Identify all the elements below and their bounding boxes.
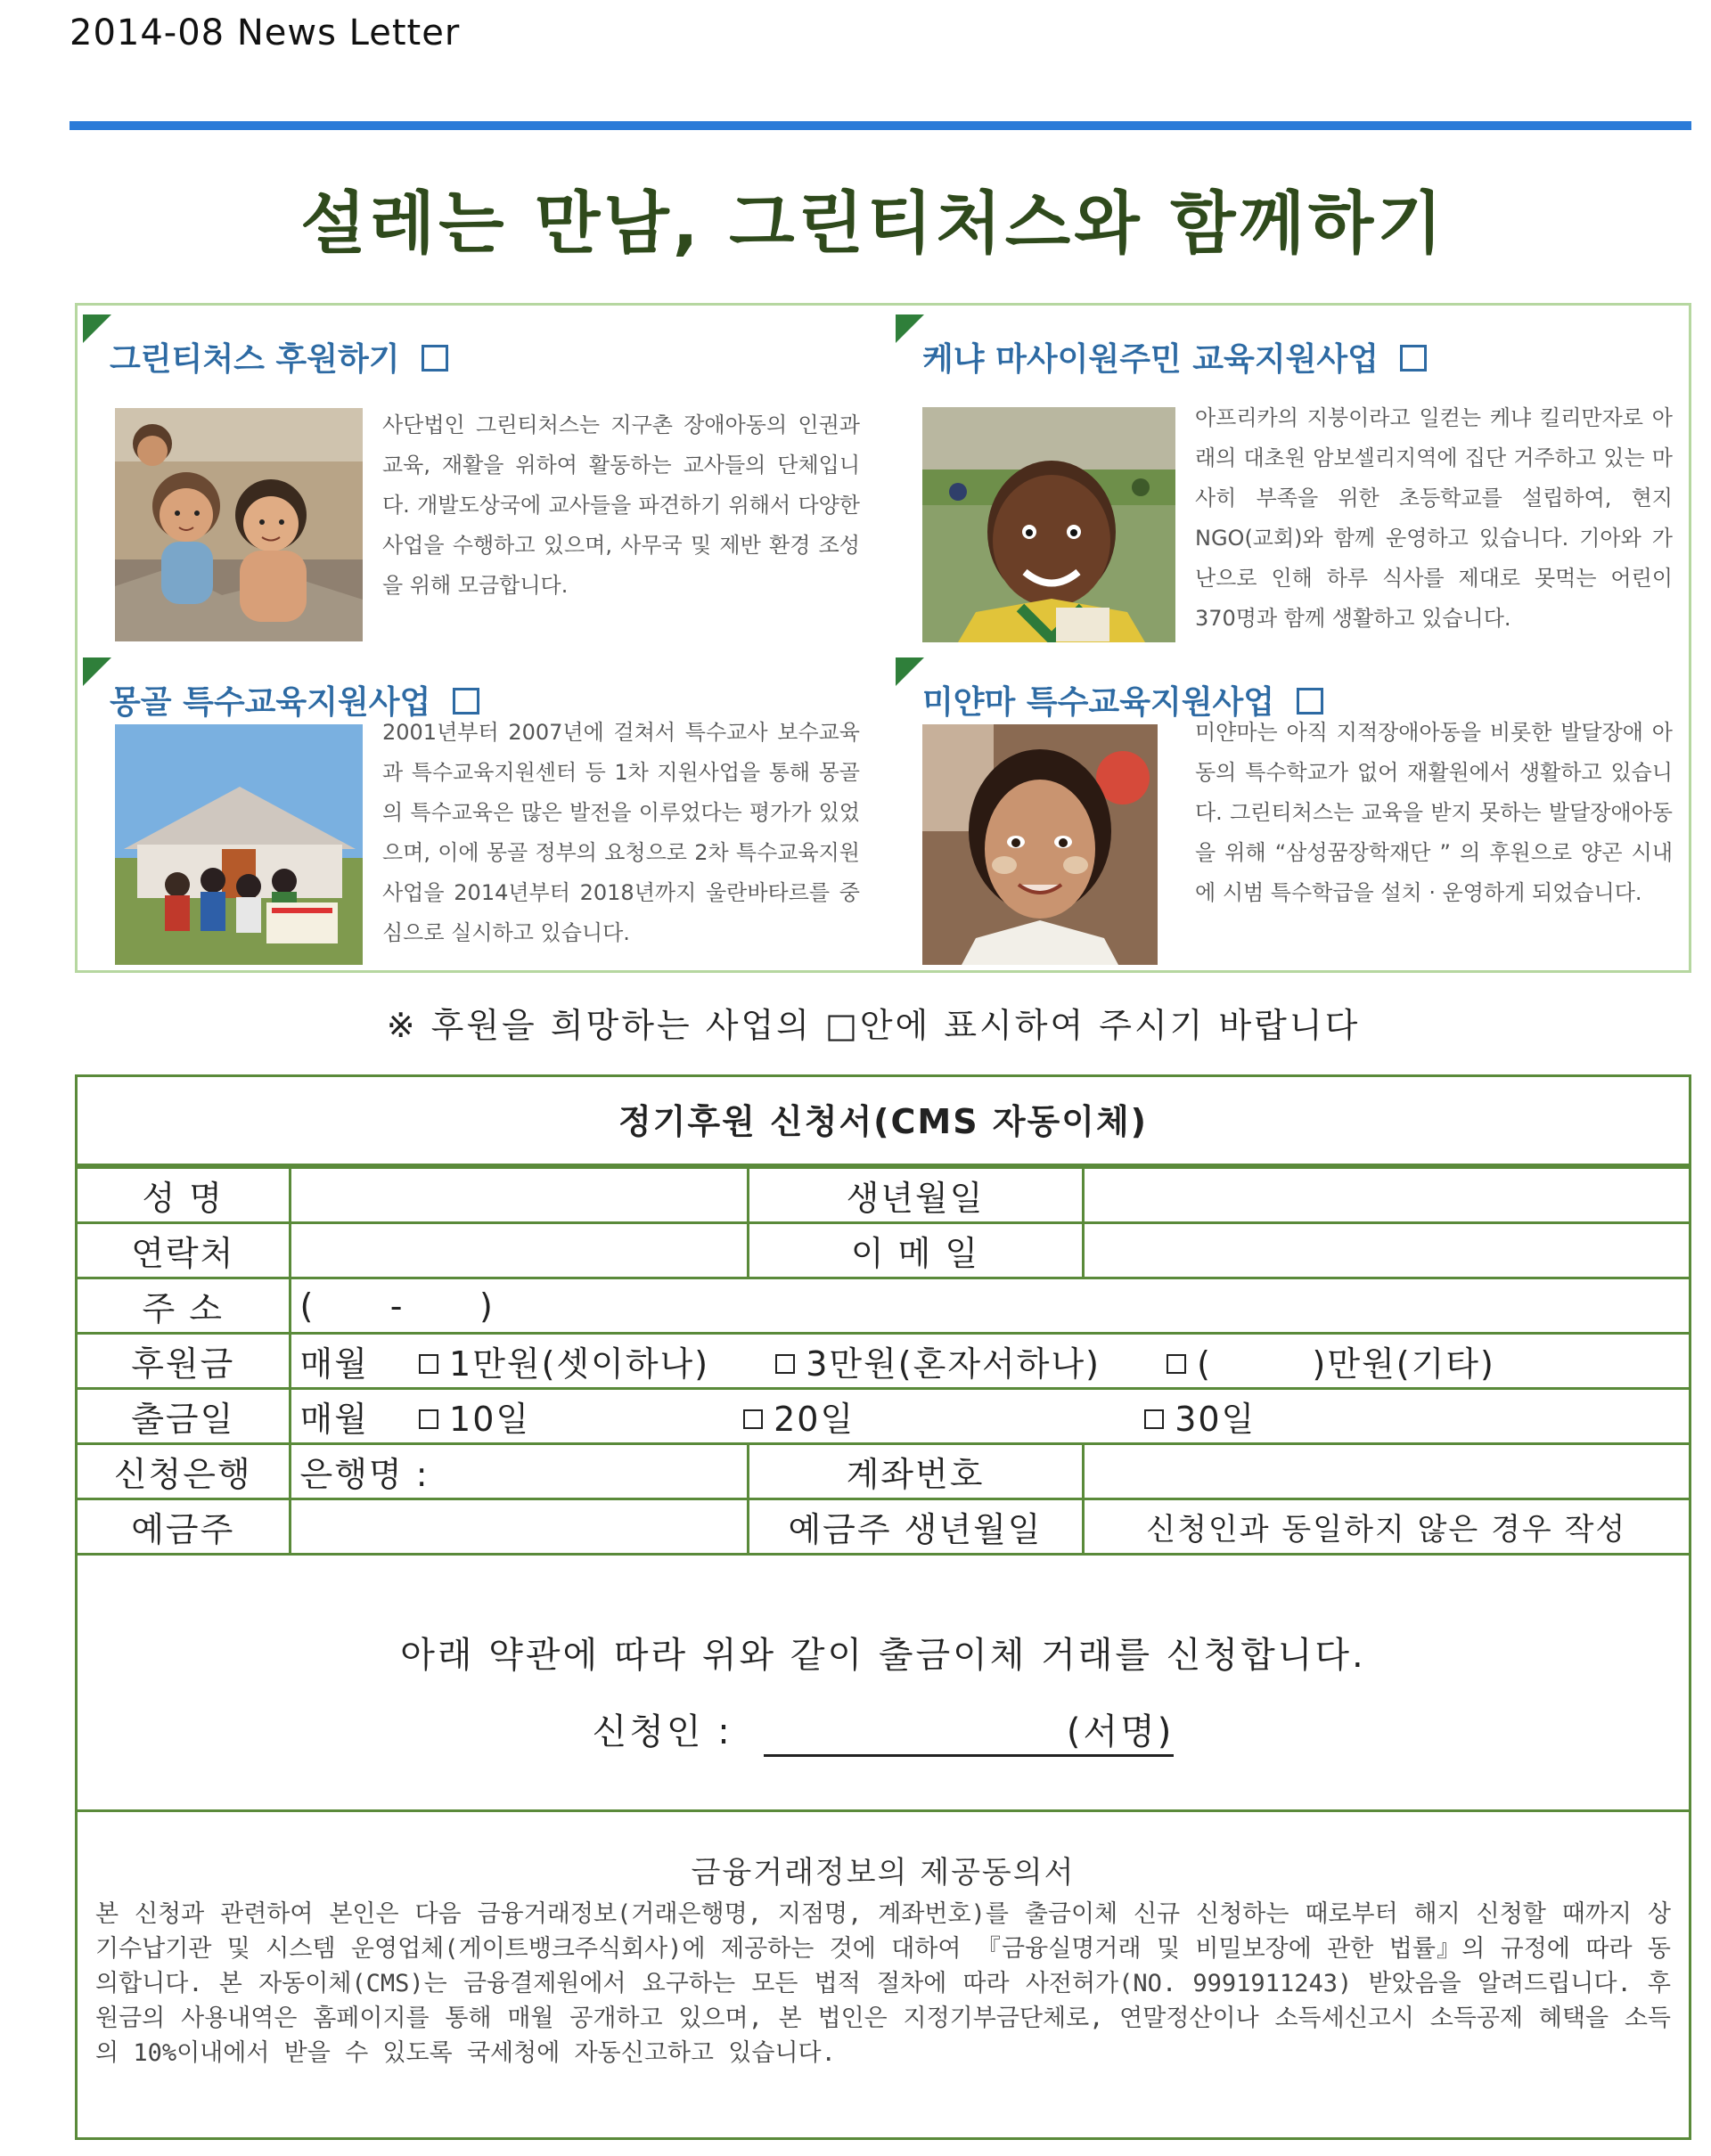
- mongolia-ger-photo: [115, 724, 363, 965]
- date-label: 출금일: [78, 1389, 290, 1444]
- cms-donation-form: [75, 1074, 1691, 2140]
- program-checkbox[interactable]: [1400, 345, 1427, 372]
- program-description: 2001년부터 2007년에 걸쳐서 특수교사 보수교육과 특수교육지원센터 등 1차 지원사업을 통해 몽골의 특수교육은 많은 발전을 이루었다는 평가가 있었으며, 이에 몽골 정부의 요청으로 2차 특수교육지원사업을 2014년부터 2018년까지 울란바타르를 중심으로 실시하고 있습니다.: [382, 720, 860, 945]
- holder-birth-label: 예금주 생년월일: [748, 1499, 1083, 1555]
- program-card-myanmar: [896, 657, 1680, 987]
- address-field[interactable]: ( - ): [290, 1278, 1689, 1334]
- signature-label: (서명): [1066, 1711, 1175, 1752]
- checkbox-icon[interactable]: [743, 1409, 763, 1429]
- contact-label: 연락처: [78, 1223, 290, 1278]
- form-table: [78, 1166, 1689, 1556]
- date-options: [290, 1389, 1689, 1444]
- bank-label: 신청은행: [78, 1444, 290, 1499]
- amount-label: 후원금: [78, 1334, 290, 1389]
- checkbox-icon[interactable]: [419, 1409, 438, 1429]
- name-label: 성 명: [78, 1168, 290, 1223]
- checkbox-icon[interactable]: [419, 1354, 438, 1374]
- corner-flag-icon: [83, 657, 111, 686]
- amount-option-other[interactable]: ( )만원(기타): [1167, 1336, 1495, 1385]
- birth-label: 생년월일: [748, 1168, 1083, 1223]
- signature-field[interactable]: [764, 1703, 1174, 1757]
- children-photo: [115, 408, 363, 641]
- program-card-kenya: [896, 314, 1680, 644]
- email-label: 이 메 일: [748, 1223, 1083, 1278]
- amount-prefix: 매월: [299, 1344, 369, 1384]
- holder-label: 예금주: [78, 1499, 290, 1555]
- consent-title: 금융거래정보의 제공동의서: [691, 1855, 1076, 1891]
- consent-body: 본 신청과 관련하여 본인은 다음 금융거래정보(거래은행명, 지점명, 계좌번호)를 출금이체 신규 신청하는 때로부터 해지 신청할 때까지 상기수납기관 및 시스템 운영업체(게이트뱅크주식회사)에 제공하는 것에 대하여 『금융실명거래 및 비밀보장에 관한 법률』의 규정에 따라 동의합니다. 본 자동이체(CMS)는 금융결제원에서 요구하는 모든 법적 절차에 따라 사전허가(NO. 9991911243) 받았음을 알려드립니다. 후원금의 사용내역은 홈페이지를 통해 매월 공개하고 있으며, 본 법인은 지정기부금단체로, 연말정산이나 소득세신고시 소득공제 혜택을 소득의 10%이내에서 받을 수 있도록 국세청에 자동신고하고 있습니다.: [95, 1900, 1671, 2067]
- program-title: 케냐 마사이원주민 교육지원사업: [922, 341, 1379, 378]
- holder-note[interactable]: 신청인과 동일하지 않은 경우 작성: [1083, 1499, 1689, 1555]
- program-card-greenteachers: [83, 314, 867, 644]
- application-section: [78, 1556, 1689, 1812]
- program-checkbox[interactable]: [453, 688, 479, 715]
- programs-panel: [75, 303, 1691, 973]
- application-statement: 아래 약관에 따라 위와 같이 출금이체 거래를 신청합니다.: [400, 1635, 1366, 1676]
- amount-option-30000[interactable]: 3만원(혼자서하나): [775, 1336, 1101, 1385]
- consent-section: [78, 1812, 1689, 2070]
- checkbox-icon[interactable]: [1144, 1409, 1164, 1429]
- date-prefix: 매월: [299, 1400, 369, 1439]
- amount-option-10000[interactable]: 1만원(셋이하나): [419, 1336, 709, 1385]
- program-checkbox[interactable]: [1297, 688, 1323, 715]
- kenya-child-photo: [922, 407, 1175, 642]
- program-description: 미얀마는 아직 지적장애아동을 비롯한 발달장애 아동의 특수학교가 없어 재활원에서 생활하고 있습니다. 그린티처스는 교육을 받지 못하는 발달장애아동을 위해 “삼성꿈장학재단 ” 의 후원으로 양곤 시내에 시범 특수학급을 설치 · 운영하게 되었습니다.: [1195, 720, 1673, 905]
- bank-name-field[interactable]: 은행명 :: [290, 1444, 748, 1499]
- corner-flag-icon: [896, 314, 924, 343]
- program-card-mongolia: [83, 657, 867, 987]
- form-title: 정기후원 신청서(CMS 자동이체): [78, 1077, 1689, 1166]
- program-description: 사단법인 그린티처스는 지구촌 장애아동의 인권과 교육, 재활을 위하여 활동하는 교사들의 단체입니다. 개발도상국에 교사들을 파견하기 위해서 다양한 사업을 수행하고 있으며, 사무국 및 제반 환경 조성을 위해 모금합니다.: [382, 412, 860, 598]
- program-checkbox[interactable]: [422, 345, 448, 372]
- birth-field[interactable]: [1083, 1168, 1689, 1223]
- date-option-30[interactable]: 30일: [1144, 1392, 1256, 1441]
- program-title: 그린티처스 후원하기: [110, 341, 400, 378]
- applicant-label: 신청인 :: [592, 1711, 733, 1752]
- corner-flag-icon: [83, 314, 111, 343]
- contact-field[interactable]: [290, 1223, 748, 1278]
- holder-field[interactable]: [290, 1499, 748, 1555]
- newsletter-header: 2014-08 News Letter: [70, 12, 461, 53]
- program-title: 미얀마 특수교육지원사업: [922, 684, 1275, 721]
- page-title: 설레는 만남, 그린티처스와 함께하기: [300, 184, 1446, 263]
- checkbox-icon[interactable]: [775, 1354, 795, 1374]
- header-divider: [70, 121, 1691, 130]
- email-field[interactable]: [1083, 1223, 1689, 1278]
- selection-notice: ※ 후원을 희망하는 사업의 □안에 표시하여 주시기 바랍니다: [386, 1006, 1361, 1045]
- signature-row: [78, 1703, 1689, 1757]
- date-option-10[interactable]: 10일: [419, 1392, 731, 1441]
- account-label: 계좌번호: [748, 1444, 1083, 1499]
- date-option-20[interactable]: 20일: [743, 1392, 1132, 1441]
- name-field[interactable]: [290, 1168, 748, 1223]
- amount-options: [290, 1334, 1689, 1389]
- myanmar-girl-photo: [922, 724, 1158, 965]
- program-title: 몽골 특수교육지원사업: [110, 684, 431, 721]
- checkbox-icon[interactable]: [1167, 1354, 1186, 1374]
- address-label: 주 소: [78, 1278, 290, 1334]
- corner-flag-icon: [896, 657, 924, 686]
- program-description: 아프리카의 지붕이라고 일컫는 케냐 킬리만자로 아래의 대초원 암보셀리지역에 집단 거주하고 있는 마사히 부족을 위한 초등학교를 설립하여, 현지 NGO(교회)와 함께 운영하고 있습니다. 기아와 가난으로 인해 하루 식사를 제대로 못먹는 어린이 370명과 함께 생활하고 있습니다.: [1195, 405, 1673, 631]
- account-field[interactable]: [1083, 1444, 1689, 1499]
